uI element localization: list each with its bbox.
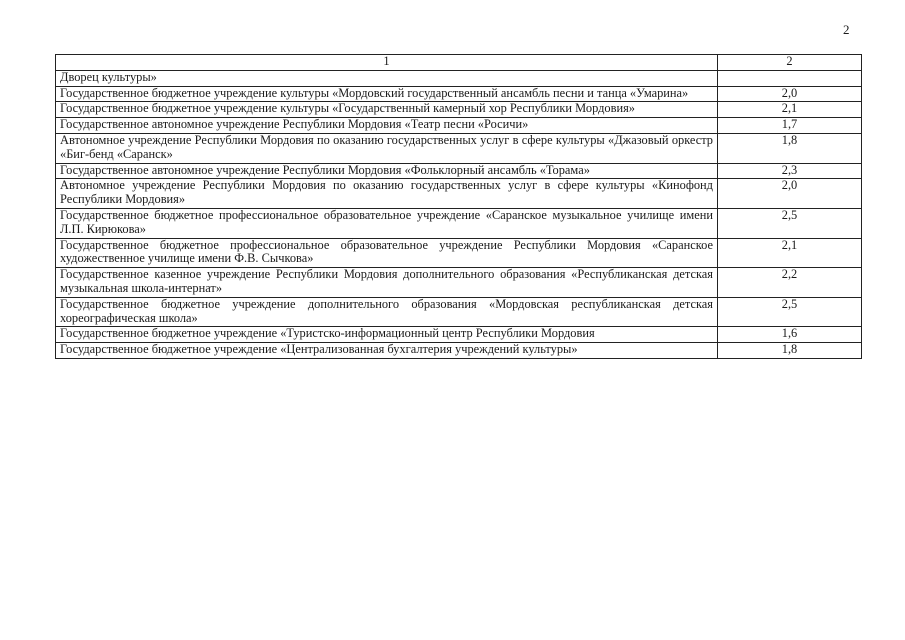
- institution-name: Государственное автономное учреждение Республики Мордовия «Фольклорный ансамбль «Торама»: [56, 163, 718, 179]
- coefficient-value: [718, 70, 862, 86]
- coefficient-value: 1,8: [718, 343, 862, 359]
- coefficient-value: 2,1: [718, 238, 862, 268]
- table-row: [56, 327, 862, 343]
- table-row: [56, 163, 862, 179]
- table-row: [56, 70, 862, 86]
- coefficient-value: 1,8: [718, 133, 862, 163]
- table-row: [56, 268, 862, 298]
- coefficient-value: 2,3: [718, 163, 862, 179]
- institution-name: Автономное учреждение Республики Мордовия по оказанию государственных услуг в сфере культуры «Джазовый оркестр «Биг-бенд «Саранск»: [56, 133, 718, 163]
- institution-name: Государственное автономное учреждение Республики Мордовия «Театр песни «Росичи»: [56, 118, 718, 134]
- institution-name: Государственное бюджетное профессиональное образовательное учреждение Республики Мордовия «Саранское художественное училище имени Ф.В. Сычкова»: [56, 238, 718, 268]
- table-row: [56, 86, 862, 102]
- header-col-1: 1: [56, 55, 718, 71]
- coefficient-value: 2,0: [718, 86, 862, 102]
- coefficient-value: 2,5: [718, 297, 862, 327]
- table-row: [56, 179, 862, 209]
- coefficient-value: 2,2: [718, 268, 862, 298]
- institution-name: Государственное бюджетное учреждение дополнительного образования «Мордовская республиканская детская хореографическая школа»: [56, 297, 718, 327]
- coefficient-value: 1,6: [718, 327, 862, 343]
- table-row: [56, 102, 862, 118]
- institutions-table: [55, 54, 862, 359]
- table-row: [56, 297, 862, 327]
- institution-name: Государственное бюджетное учреждение «Централизованная бухгалтерия учреждений культуры»: [56, 343, 718, 359]
- header-col-2: 2: [718, 55, 862, 71]
- coefficient-value: 2,5: [718, 208, 862, 238]
- coefficient-value: 1,7: [718, 118, 862, 134]
- page-number: 2: [843, 22, 850, 37]
- institution-name: Дворец культуры»: [56, 70, 718, 86]
- table-row: [56, 238, 862, 268]
- coefficient-value: 2,0: [718, 179, 862, 209]
- institution-name: Государственное бюджетное учреждение культуры «Мордовский государственный ансамбль песни и танца «Умарина»: [56, 86, 718, 102]
- table-row: [56, 133, 862, 163]
- table-row: [56, 118, 862, 134]
- institution-name: Государственное бюджетное учреждение «Туристско-информационный центр Республики Мордовия: [56, 327, 718, 343]
- institution-name: Государственное бюджетное учреждение культуры «Государственный камерный хор Республики Мордовия»: [56, 102, 718, 118]
- institution-name: Автономное учреждение Республики Мордовия по оказанию государственных услуг в сфере культуры «Кинофонд Республики Мордовия»: [56, 179, 718, 209]
- institution-name: Государственное бюджетное профессиональное образовательное учреждение «Саранское музыкальное училище имени Л.П. Кирюкова»: [56, 208, 718, 238]
- coefficient-value: 2,1: [718, 102, 862, 118]
- institution-name: Государственное казенное учреждение Республики Мордовия дополнительного образования «Республиканская детская музыкальная школа-интернат»: [56, 268, 718, 298]
- table-row: [56, 343, 862, 359]
- table-header-row: [56, 55, 862, 71]
- table-row: [56, 208, 862, 238]
